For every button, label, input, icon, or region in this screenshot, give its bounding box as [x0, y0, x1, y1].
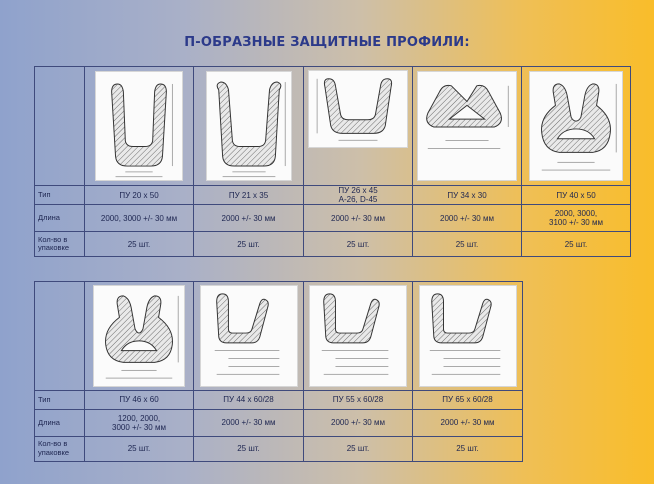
- empty-header-cell: [35, 67, 85, 186]
- type-cell: ПУ 44 х 60/28: [194, 391, 304, 410]
- type-line-1: ПУ 26 х 45: [338, 186, 378, 195]
- length-cell: 2000 +/- 30 мм: [194, 410, 304, 437]
- teardrop-profile-drawing: [93, 285, 185, 387]
- type-row: [35, 391, 523, 410]
- length-cell: [85, 410, 194, 437]
- row-label-type: Тип: [35, 186, 85, 205]
- drawing-cell-pu-46x60: [85, 282, 194, 391]
- length-line-2: 3100 +/- 30 мм: [549, 218, 603, 228]
- qty-label-line-1: Кол-во в: [38, 234, 68, 244]
- length-line-2: 3000 +/- 30 мм: [112, 423, 166, 432]
- qty-cell: 25 шт.: [85, 437, 194, 462]
- triangle-profile-drawing: [417, 71, 517, 181]
- drawing-cell-pu-55x60-28: [304, 282, 413, 391]
- drawings-row: [35, 282, 523, 391]
- drawing-cell-pu-20x50: [85, 67, 194, 186]
- row-label-qty: [35, 437, 85, 462]
- empty-header-cell: [35, 282, 85, 391]
- qty-label-line-2: упаковке: [38, 448, 70, 457]
- type-cell: ПУ 40 х 50: [522, 186, 631, 205]
- drawing-cell-pu-65x60-28: [413, 282, 523, 391]
- qty-cell: 25 шт.: [304, 437, 413, 462]
- qty-cell: 25 шт.: [413, 437, 523, 462]
- row-label-length: Длина: [35, 410, 85, 437]
- j-profile-drawing: [309, 285, 407, 387]
- type-row: [35, 186, 631, 205]
- teardrop-profile-drawing: [529, 71, 623, 181]
- drawings-row: [35, 67, 631, 186]
- profiles-table-1: [34, 66, 631, 257]
- type-cell: ПУ 21 х 35: [194, 186, 304, 205]
- drawing-cell-pu-34x30: [413, 67, 522, 186]
- length-cell: 2000, 3000 +/- 30 мм: [85, 205, 194, 232]
- u-profile-wide-drawing: [308, 70, 408, 148]
- row-label-type: Тип: [35, 391, 85, 410]
- qty-cell: 25 шт.: [522, 232, 631, 257]
- drawing-cell-pu-44x60-28: [194, 282, 304, 391]
- row-label-length: Длина: [35, 205, 85, 232]
- length-cell: 2000 +/- 30 мм: [413, 410, 523, 437]
- qty-cell: 25 шт.: [194, 437, 304, 462]
- j-profile-drawing: [200, 285, 298, 387]
- length-row: [35, 205, 631, 232]
- length-line-1: 1200, 2000,: [117, 413, 161, 423]
- type-line-2: А-26, D-45: [338, 195, 378, 205]
- type-cell: ПУ 55 х 60/28: [304, 391, 413, 410]
- u-profile-flared-drawing: [206, 71, 292, 181]
- qty-cell: 25 шт.: [413, 232, 522, 257]
- qty-cell: 25 шт.: [304, 232, 413, 257]
- type-cell: ПУ 34 х 30: [413, 186, 522, 205]
- j-profile-drawing: [419, 285, 517, 387]
- page-title: П-ОБРАЗНЫЕ ЗАЩИТНЫЕ ПРОФИЛИ:: [184, 35, 470, 50]
- length-cell: 2000 +/- 30 мм: [304, 410, 413, 437]
- drawing-cell-pu-26x45: [304, 67, 413, 186]
- profiles-table-2: [34, 281, 523, 462]
- qty-cell: 25 шт.: [85, 232, 194, 257]
- length-cell: 2000 +/- 30 мм: [413, 205, 522, 232]
- type-cell: ПУ 20 х 50: [85, 186, 194, 205]
- type-cell: [304, 186, 413, 205]
- qty-row: [35, 437, 523, 462]
- length-line-1: 2000, 3000,: [554, 209, 598, 219]
- qty-label-line-2: упаковке: [38, 243, 70, 253]
- qty-row: [35, 232, 631, 257]
- qty-label-line-1: Кол-во в: [38, 439, 68, 449]
- length-cell: 2000 +/- 30 мм: [194, 205, 304, 232]
- length-row: [35, 410, 523, 437]
- length-cell: 2000 +/- 30 мм: [304, 205, 413, 232]
- length-cell: [522, 205, 631, 232]
- drawing-cell-pu-40x50: [522, 67, 631, 186]
- type-cell: ПУ 46 х 60: [85, 391, 194, 410]
- type-cell: ПУ 65 х 60/28: [413, 391, 523, 410]
- row-label-qty: [35, 232, 85, 257]
- qty-cell: 25 шт.: [194, 232, 304, 257]
- u-profile-drawing: [95, 71, 183, 181]
- drawing-cell-pu-21x35: [194, 67, 304, 186]
